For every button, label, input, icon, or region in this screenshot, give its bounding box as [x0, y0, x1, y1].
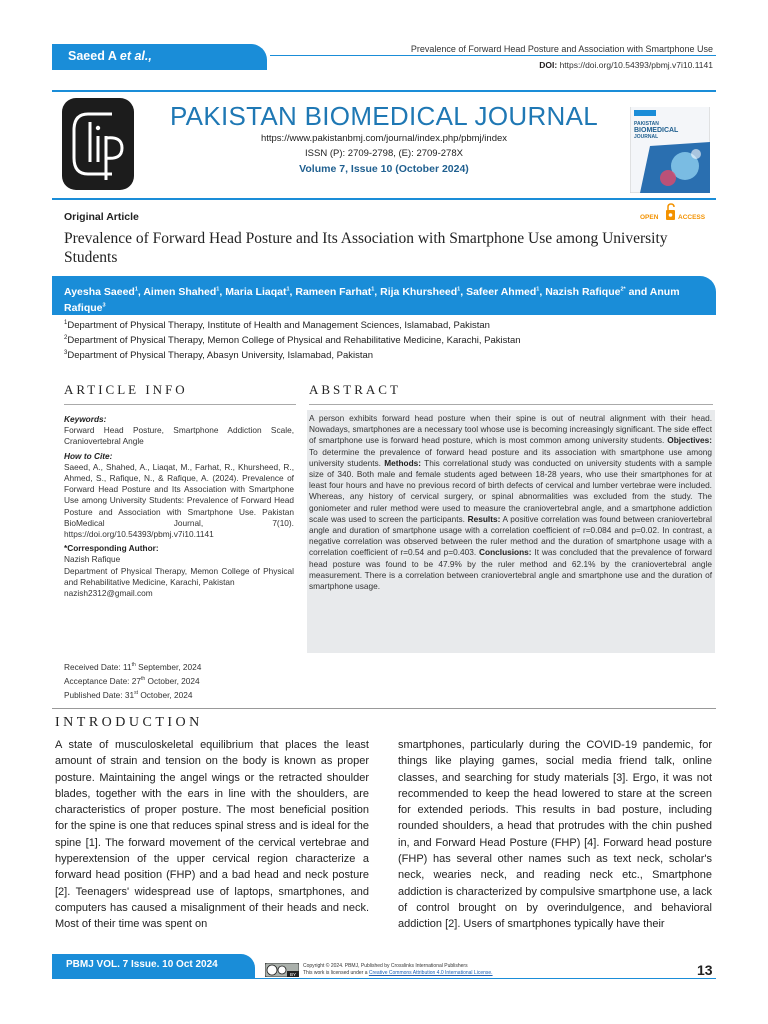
- cover-title-3: JOURNAL: [634, 134, 659, 140]
- copyright-line-1: Copyright © 2024. PBMJ, Published by Crosslinks International Publishers: [303, 963, 468, 969]
- journal-issue: Volume 7, Issue 10 (October 2024): [299, 163, 469, 175]
- introduction-column-left: A state of musculoskeletal equilibrium that places the least amount of strain and tension on the body is known as proper posture. Maintaining the angel wings or the retracted shoulder blades, together with the ears in line with the shoulders, are characteristics of proper posture. The most beneficial position for the spine is one that reduces spinal stress and is ideal for the spine [1]. The forward movement of the cervical vertebrae and hyperextension of the upper cervical region characterize a forward head position (FHP) and a bad head and neck posture [2]. Teenagers' widespread use of laptops, smartphones, and computers has caused a misalignment of their heads and neck. Most of their time was spent on: [55, 739, 369, 931]
- corresponding-email[interactable]: nazish2312@gmail.com: [64, 588, 153, 599]
- introduction-rule: [52, 708, 716, 709]
- author-name: Safeer Ahmed$^1$,: [466, 285, 546, 298]
- copyright: [303, 963, 493, 977]
- corresponding-affiliation: Department of Physical Therapy, Memon College of Physical and Rehabilitative Medicine, Karachi, Pakistan: [64, 565, 294, 587]
- cover-title-1: PAKISTAN: [634, 121, 659, 127]
- doi-label: DOI:: [539, 60, 558, 70]
- affiliation-1: $^1$Department of Physical Therapy, Institute of Health and Management Sciences, Islamabad, Pakistan: [64, 320, 490, 332]
- keywords-label: Keywords:: [64, 414, 107, 424]
- article-info-heading: ARTICLE INFO: [64, 382, 188, 397]
- open-access-right: ACCESS: [678, 214, 706, 221]
- journal-logo-icon: [60, 96, 136, 192]
- article-info: [64, 414, 294, 599]
- author-name: Nazish Rafique$^{2*}$ and: [545, 285, 650, 298]
- journal-name: PAKISTAN BIOMEDICAL JOURNAL: [169, 101, 599, 131]
- header-rule: [270, 55, 716, 56]
- cc-label: BY: [290, 972, 297, 977]
- author-name: Maria Liaqat$^1$,: [225, 285, 296, 298]
- received-date: Received Date: 11th September, 2024: [64, 661, 202, 672]
- journal-issn: ISSN (P): 2709-2798, (E): 2709-278X: [305, 148, 463, 159]
- author-name: Rija Khursheed$^1$,: [380, 285, 467, 298]
- open-access-icon: [640, 203, 710, 227]
- page-number: 13: [697, 962, 713, 978]
- corresponding-name: Nazish Rafique: [64, 554, 121, 565]
- author-name: Ayesha Saeed$^1$,: [64, 285, 144, 298]
- journal-cover-image: [630, 98, 710, 193]
- article-dates: [64, 659, 201, 700]
- introduction-column-right: smartphones, particularly during the COVID-19 pandemic, for things like playing games, social media friend talk, online classes, and searching for study materials [3]. Ergo, it was not recommended to keep the head lowered to stare at the screen for extended periods. This results in bad posture, including rounded shoulders, a head that protrudes with the chin pushed in, and Forward Head Posture (FHP) [4]. Forward head posture (FHP) has several other names such as text neck, scholar's neck, wearies neck, and reading neck etc., Smartphone addiction is characterized by compulsive smartphone use, a lack of control brought on by overindulgence, and behavioral addiction [2]. Users of smartphones typically have their: [398, 739, 712, 931]
- author-name: Anum Rafique$^3$: [64, 285, 680, 314]
- journal-url[interactable]: https://www.pakistanbmj.com/journal/index.php/pbmj/index: [260, 133, 508, 144]
- running-title: Prevalence of Forward Head Posture and Association with Smartphone Use: [410, 44, 713, 54]
- running-author-tab: [52, 44, 267, 70]
- running-author: Saeed A: [68, 49, 117, 63]
- doi-link[interactable]: https://doi.org/10.54393/pbmj.v7i10.1141: [559, 60, 713, 70]
- license-link[interactable]: Creative Commons Attribution 4.0 International License.: [368, 970, 493, 976]
- footer-volume: PBMJ VOL. 7 Issue. 10 Oct 2024: [52, 954, 255, 978]
- creative-commons-icon: [265, 963, 299, 977]
- open-access-left: OPEN: [640, 214, 659, 221]
- doi-line: [539, 60, 713, 70]
- introduction-heading: INTRODUCTION: [55, 715, 203, 730]
- author-name: Aimen Shahed$^1$,: [143, 285, 226, 298]
- acceptance-date: Acceptance Date: 27th October, 2024: [64, 675, 200, 686]
- cite-label: How to Cite:: [64, 450, 113, 461]
- affiliation-2: $^2$Department of Physical Therapy, Memon College of Physical and Rehabilitative Medicine, Karachi, Pakistan: [64, 335, 521, 347]
- article-info-rule: [64, 404, 296, 405]
- author-name: Rameen Farhat$^1$,: [295, 285, 381, 298]
- keywords: Forward Head Posture, Smartphone Addiction Scale, Craniovertebral Angle: [64, 425, 294, 447]
- abstract-text: A person exhibits forward head posture when their spine is out of neutral alignment with their head. Nowadays, smartphones are a necessary tool whose use is becoming increasingly significant. The side effect of smartphone use is forward head posture, which is most common among university students. Objectives: To determine the prevalence of forward head posture and its association with smartphone use among university students. Methods: This correlational study was conducted on university students with a sample size of 340. Both male and female students aged between 18-28 years, who use their smartphones for at least four hours and have no previous record of birth defects of cervical and lumber vertebrae were included. Whereas, any history of cervical surgery, or spinal abnormalities was excluded from the study. The goniometer and ruler method were used to measure the craniovertebral angle, and a smartphone addiction scale was used to screen the participants. Results: A positive correlation was found between craniovertebral angle and duration of smartphone usage with a correlation coefficient of r=0.084 and p=0.02. In contrast, a negative correlation was observed between the ruler method and the duration of smartphone usage with a correlation coefficient of r=0.54 and p=0.403. Conclusions: It was concluded that the prevalence of forward head posture was found to be 47.9% by the ruler method and 62.1% by the craniovertebral angle measurement. There is a correlation between craniovertebral angle and smartphone use and the duration of smartphone usage.: [309, 413, 712, 592]
- author-list: [52, 276, 716, 315]
- published-date: Published Date: 31st October, 2024: [64, 689, 193, 700]
- footer-rule: [52, 978, 716, 979]
- article-title: Prevalence of Forward Head Posture and Its Association with Smartphone Use among University Students: [64, 230, 668, 266]
- abstract-heading: ABSTRACT: [309, 382, 401, 397]
- article-type: Original Article: [64, 211, 139, 223]
- copyright-line-2: This work is licensed under a Creative Commons Attribution 4.0 International License.: [303, 970, 493, 976]
- corresponding-label: *Corresponding Author:: [64, 543, 159, 554]
- citation: Saeed, A., Shahed, A., Liaqat, M., Farhat, R., Khursheed, R., Ahmed, S., Rafique, N., & Rafique, A. (2024). Prevalence of Forward Head Posture and Its Association with Smartphone Use among University Students: Prevalence of Forward Head Posture and Association with Smartphone Use. Pakistan BioMedical Journal, 7(10). https://doi.org/10.54393/pbmj.v7i10.1141: [64, 461, 294, 540]
- abstract-rule: [309, 404, 713, 405]
- cover-title-2: BIOMEDICAL: [634, 127, 679, 134]
- running-author-etal: et al.,: [119, 49, 152, 63]
- affiliation-3: $^3$Department of Physical Therapy, Abasyn University, Islamabad, Pakistan: [64, 350, 374, 362]
